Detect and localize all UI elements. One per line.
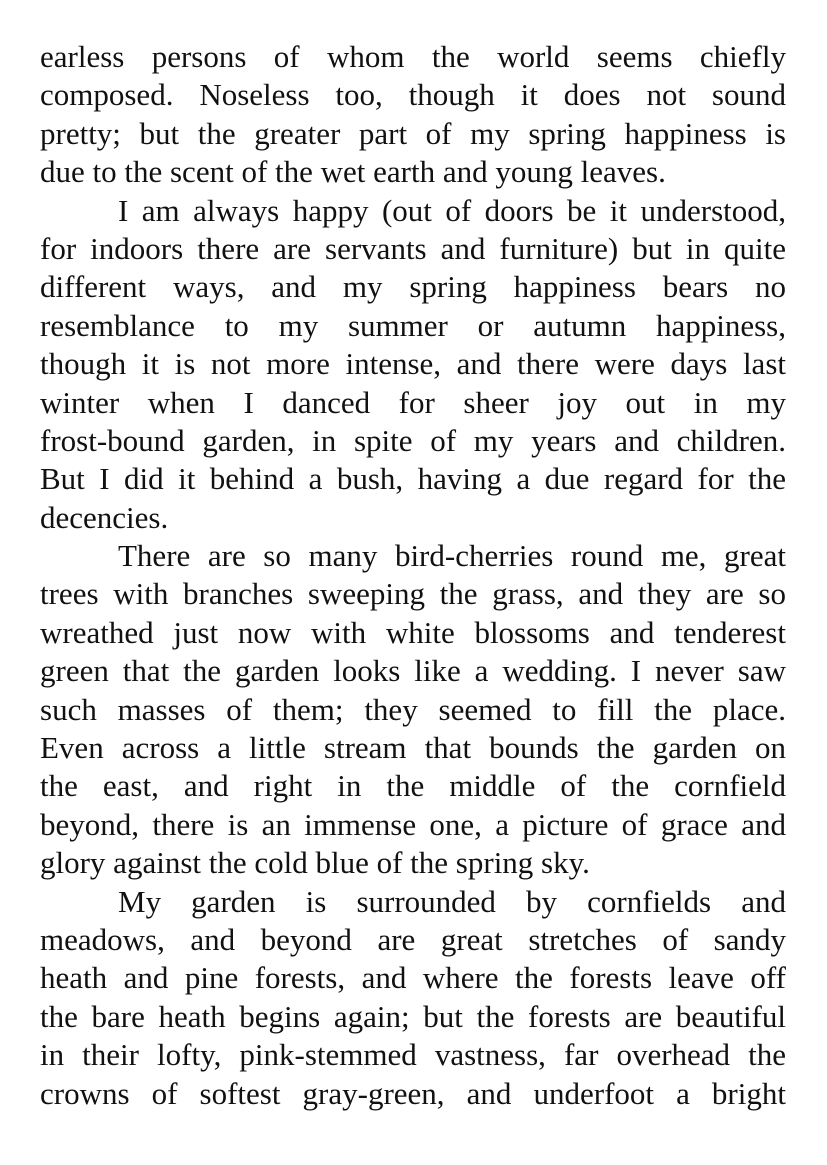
text-line: trees with branches sweeping the grass, and they are so — [40, 576, 786, 612]
text-line: heath and pine forests, and where the forests leave off — [40, 960, 786, 996]
text-line: the bare heath begins again; but the forests are beautiful — [40, 998, 786, 1034]
text-line: Even across a little stream that bounds the garden on — [40, 730, 786, 766]
text-line: resemblance to my summer or autumn happiness, — [40, 307, 786, 343]
text-line: glory against the cold blue of the spring sky. — [40, 845, 590, 881]
text-line: earless persons of whom the world seems chiefly — [40, 39, 786, 74]
text-line: crowns of softest gray-green, and underfoot a bright — [40, 1075, 786, 1111]
text-line: for indoors there are servants and furniture) but in quite — [40, 230, 786, 266]
text-line: the east, and right in the middle of the cornfield — [40, 768, 786, 804]
text-line: such masses of them; they seemed to fill the place. — [40, 691, 786, 727]
text-line: different ways, and my spring happiness bears no — [40, 269, 786, 305]
text-line: winter when I danced for sheer joy out in my — [40, 384, 786, 420]
text-line: in their lofty, pink-stemmed vastness, far overhead the — [40, 1037, 786, 1073]
text-line: frost-bound garden, in spite of my years and children. — [40, 422, 786, 458]
text-line: though it is not more intense, and there were days last — [40, 346, 786, 382]
text-line: decencies. — [40, 499, 169, 535]
text-line: due to the scent of the wet earth and young leaves. — [40, 154, 666, 190]
text-line: meadows, and beyond are great stretches of sandy — [40, 921, 786, 957]
text-line: composed. Noseless too, though it does not sound — [40, 77, 786, 113]
text-line: green that the garden looks like a wedding. I never saw — [40, 653, 786, 689]
text-line: pretty; but the greater part of my spring happiness is — [40, 115, 786, 151]
text-line: I am always happy (out of doors be it understood, — [118, 192, 786, 228]
text-line: There are so many bird-cherries round me, great — [118, 538, 786, 574]
text-line: My garden is surrounded by cornfields and — [118, 883, 786, 919]
text-line: beyond, there is an immense one, a picture of grace and — [40, 806, 786, 842]
text-line: But I did it behind a bush, having a due regard for the — [40, 461, 786, 497]
text-line: wreathed just now with white blossoms and tenderest — [40, 614, 786, 650]
book-page-text — [40, 38, 786, 1113]
